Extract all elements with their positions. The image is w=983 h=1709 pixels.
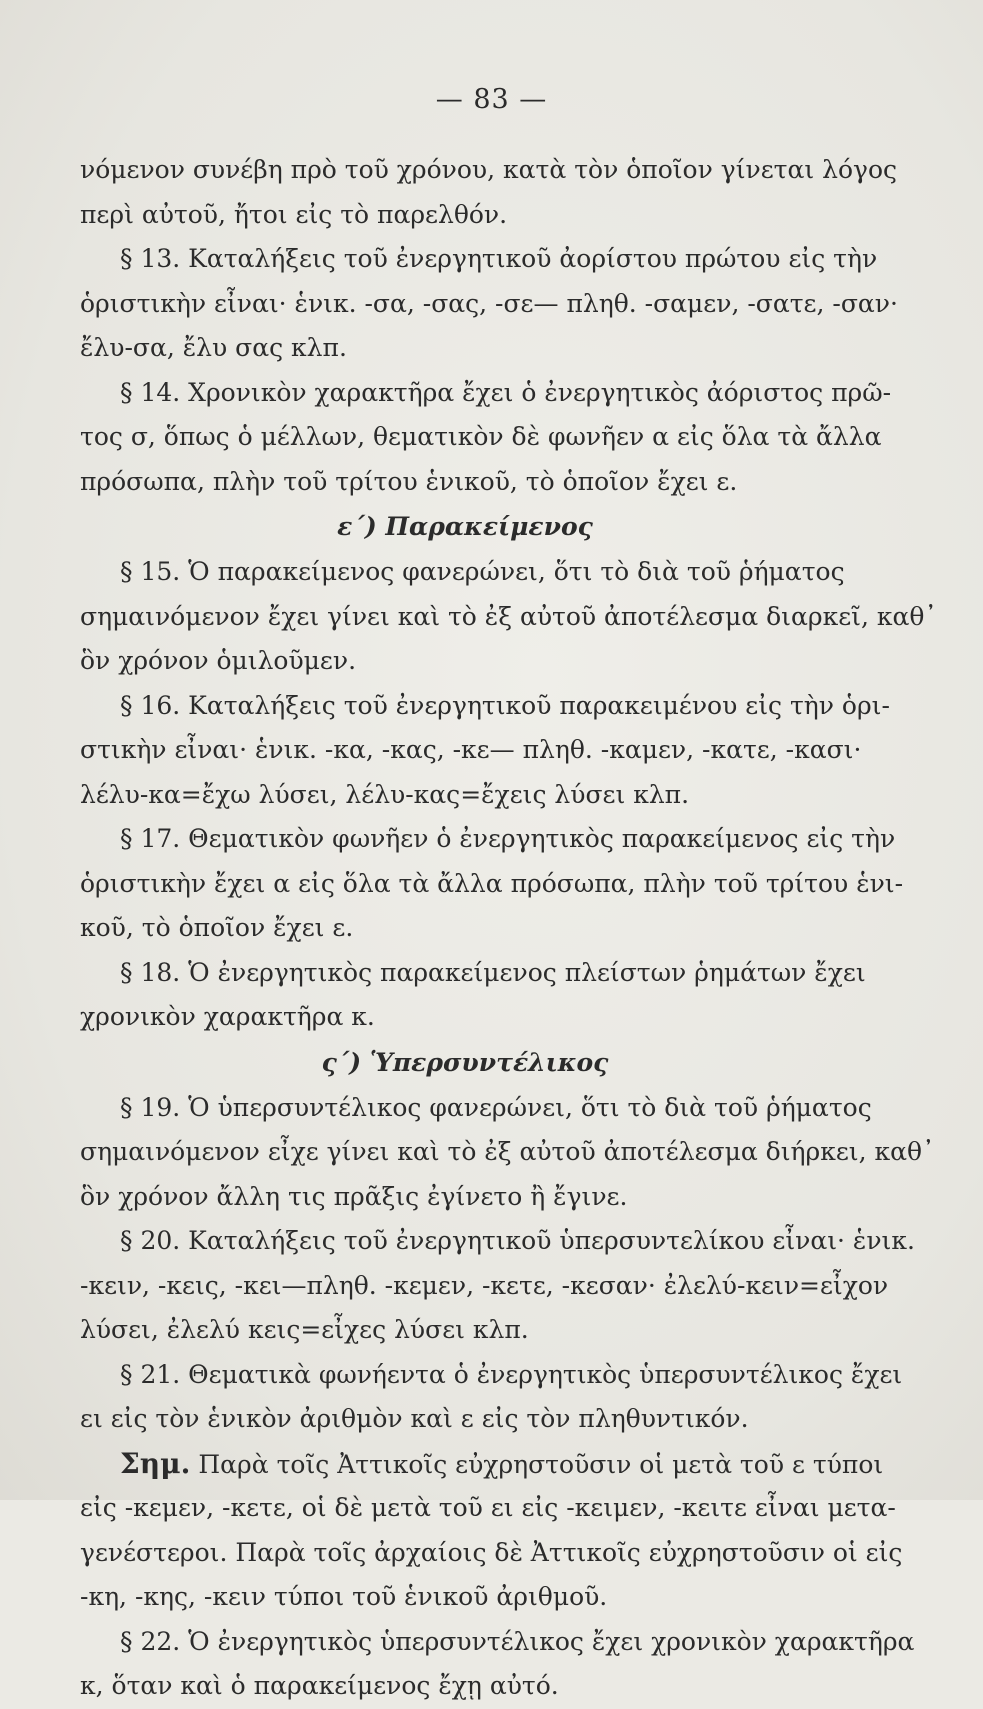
paragraph-17: § 17. Θεματικὸν φωνῆεν ὁ ἐνεργητικὸς παρακείμενος εἰς τὴν [120, 824, 896, 853]
text-line: κ, ὅταν καὶ ὁ παρακείμενος ἔχῃ αὐτό. [80, 1671, 559, 1700]
paragraph-21: § 21. Θεματικὰ φωνήεντα ὁ ἐνεργητικὸς ὑπερσυντέλικος ἔχει [120, 1359, 903, 1389]
text-line: τος σ, ὅπως ὁ μέλλων, θεματικὸν δὲ φωνῆεν α εἰς ὅλα τὰ ἄλλα [80, 422, 882, 451]
body-text [80, 148, 937, 1709]
text-line: νόμενον συνέβη πρὸ τοῦ χρόνου, κατὰ τὸν ὁποῖον γίνεται λόγος [80, 155, 897, 184]
paragraph-19: § 19. Ὁ ὑπερσυντέλικος φανερώνει, ὅτι τὸ διὰ τοῦ ῥήματος [120, 1092, 872, 1122]
paragraph-16: § 16. Καταλήξεις τοῦ ἐνεργητικοῦ παρακειμένου εἰς τὴν ὁρι- [120, 690, 890, 720]
text-line: ὃν χρόνον ὁμιλοῦμεν. [80, 646, 357, 675]
text-line: γενέστεροι. Παρὰ τοῖς ἀρχαίοις δὲ Ἀττικοῖς εὐχρηστοῦσιν οἱ εἰς [80, 1537, 903, 1567]
paragraph-20: § 20. Καταλήξεις τοῦ ἐνεργητικοῦ ὑπερσυντελίκου εἶναι· ἑνικ. [120, 1226, 915, 1255]
text-line: ὃν χρόνον ἄλλη τις πρᾶξις ἐγίνετο ἢ ἔγινε. [80, 1181, 628, 1211]
text-line: ὁριστικὴν εἶναι· ἑνικ. -σα, -σας, -σε— πληθ. -σαμεν, -σατε, -σαν· [80, 288, 898, 318]
paragraph-13: § 13. Καταλήξεις τοῦ ἐνεργητικοῦ ἀορίστου πρώτου εἰς τὴν [120, 244, 878, 273]
text-line: -κειν, -κεις, -κει—πληθ. -κεμεν, -κετε, -κεσαν· ἐλελύ-κειν=εἶχον [80, 1270, 889, 1300]
paragraph-22: § 22. Ὁ ἐνεργητικὸς ὑπερσυντέλικος ἔχει χρονικὸν χαρακτῆρα [120, 1626, 915, 1656]
section-heading-pluperfect: ς΄) Ὑπερσυντέλικος [321, 1047, 609, 1077]
note-text: Παρὰ τοῖς Ἀττικοῖς εὐχρηστοῦσιν οἱ μετὰ τοῦ ε τύποι [198, 1449, 884, 1479]
text-line: λέλυ-κα=ἔχω λύσει, λέλυ-κας=ἔχεις λύσει κλπ. [80, 779, 690, 809]
paragraph-15: § 15. Ὁ παρακείμενος φανερώνει, ὅτι τὸ διὰ τοῦ ῥήματος [120, 557, 845, 586]
text-line: στικὴν εἶναι· ἑνικ. -κα, -κας, -κε— πληθ. -καμεν, -κατε, -κασι· [80, 735, 862, 764]
text-line: πρόσωπα, πλὴν τοῦ τρίτου ἑνικοῦ, τὸ ὁποῖον ἔχει ε. [80, 466, 738, 496]
note-paragraph [80, 1442, 884, 1487]
paragraph-18: § 18. Ὁ ἐνεργητικὸς παρακείμενος πλείστων ῥημάτων ἔχει [120, 957, 866, 987]
section-heading-perfect: ε΄) Παρακείμενος [337, 512, 593, 541]
text-line: χρονικὸν χαρακτῆρα κ. [80, 1002, 375, 1031]
note-label: Σημ. [120, 1446, 191, 1480]
text-line: ὁριστικὴν ἔχει α εἰς ὅλα τὰ ἄλλα πρόσωπα, πλὴν τοῦ τρίτου ἑνι- [80, 868, 904, 898]
text-line: σημαινόμενον εἶχε γίνει καὶ τὸ ἐξ αὐτοῦ ἀποτέλεσμα διήρκει, καθ᾽ [80, 1137, 935, 1166]
text-line: ἔλυ-σα, ἔλυ σας κλπ. [80, 333, 347, 362]
text-line: -κη, -κης, -κειν τύποι τοῦ ἑνικοῦ ἀριθμοῦ. [80, 1582, 608, 1611]
text-line: λύσει, ἐλελύ κεις=εἶχες λύσει κλπ. [80, 1315, 529, 1344]
text-line: κοῦ, τὸ ὁποῖον ἔχει ε. [80, 913, 354, 942]
page-number: — 83 — [435, 84, 548, 115]
text-line: περὶ αὐτοῦ, ἤτοι εἰς τὸ παρελθόν. [80, 199, 508, 229]
text-line: σημαινόμενον ἔχει γίνει καὶ τὸ ἐξ αὐτοῦ ἀποτέλεσμα διαρκεῖ, καθ᾽ [80, 601, 937, 631]
paragraph-14: § 14. Χρονικὸν χαρακτῆρα ἔχει ὁ ἐνεργητικὸς ἀόριστος πρῶ- [120, 377, 892, 407]
text-line: ει εἰς τὸν ἑνικὸν ἀριθμὸν καὶ ε εἰς τὸν πληθυντικόν. [80, 1404, 749, 1433]
text-line: εἰς -κεμεν, -κετε, οἱ δὲ μετὰ τοῦ ει εἰς -κειμεν, -κειτε εἶναι μετα- [80, 1493, 896, 1522]
